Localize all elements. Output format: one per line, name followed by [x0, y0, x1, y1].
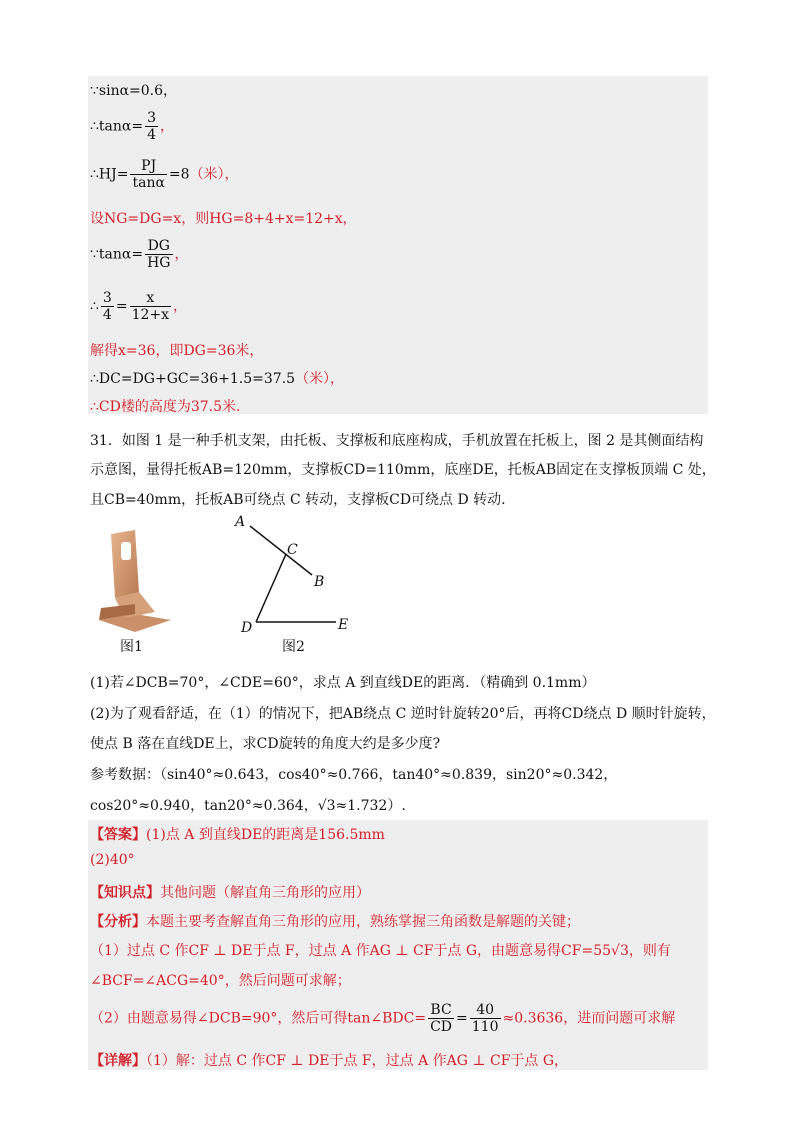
analysis-1: （1）过点 C 作CF ⊥ DE于点 F，过点 A 作AG ⊥ CF于点 G，由题意易得CF=55√3，则有	[90, 943, 671, 959]
analysis: 【分析】本题主要考查解直角三角形的应用，熟练掌握三角函数是解题的关键；	[90, 914, 580, 930]
sol-line-1: ∵sinα=0.6，	[90, 83, 178, 99]
sol-line-9: ∴CD楼的高度为37.5米.	[90, 399, 241, 415]
question-p2: 示意图，量得托板AB=120mm，支撑板CD=110mm，底座DE，托板AB固定在支撑板顶端 C 处，	[90, 462, 716, 478]
point-B: B	[314, 574, 325, 590]
reference-data-2: cos20°≈0.940，tan20°≈0.364，√3≈1.732）.	[90, 798, 406, 814]
answer-2: (2)40°	[90, 852, 135, 868]
analysis-1b: ∠BCF=∠ACG=40°，然后问题可求解；	[90, 973, 351, 989]
sol-line-3: ∴HJ= $\frac{PJ}{\tan\alpha}$ =8（米），	[90, 158, 239, 191]
fig1-caption: 图1	[120, 639, 143, 655]
reference-data-1: 参考数据：（sin40°≈0.643，cos40°≈0.766，tan40°≈0.839，sin20°≈0.342，	[90, 767, 618, 783]
phone-stand-photo	[95, 528, 175, 633]
point-A: A	[235, 514, 246, 530]
point-D: D	[241, 620, 253, 636]
analysis-2: （2）由题意易得∠DCB=90°，然后可得tan∠BDC= $\frac{BC}{CD}$ = $\frac{40}{110}$ ≈0.3636，进而问题可求解	[90, 1002, 676, 1035]
question-p1: 31．如图 1 是一种手机支架，由托板、支撑板和底座构成，手机放置在托板上，图 2 是其侧面结构	[90, 433, 704, 449]
point-C: C	[287, 542, 298, 558]
point-E: E	[338, 617, 349, 633]
question-q2a: (2)为了观看舒适，在（1）的情况下，把AB绕点 C 逆时针旋转20°后，再将CD绕点 D 顺时针旋转，	[90, 706, 716, 722]
detail: 【详解】（1）解：过点 C 作CF ⊥ DE于点 F，过点 A 作AG ⊥ CF于点 G，	[90, 1053, 569, 1069]
knowledge-point: 【知识点】其他问题（解直角三角形的应用）	[90, 885, 370, 901]
side-structure-diagram	[228, 512, 358, 634]
frac-dg-hg: $\frac{DG}{HG}$	[147, 238, 171, 271]
question-p3: 且CB=40mm，托板AB可绕点 C 转动，支撑板CD可绕点 D 转动.	[90, 492, 506, 508]
sol-line-6: ∴ $\frac{3}{4}$ = $\frac{x}{12+x}$ ，	[90, 290, 188, 323]
sol-line-8: ∴DC=DG+GC=36+1.5=37.5（米），	[90, 371, 345, 387]
question-q2b: 使点 B 落在直线DE上，求CD旋转的角度大约是多少度?	[90, 736, 441, 752]
question-q1: (1)若∠DCB=70°，∠CDE=60°，求点 A 到直线DE的距离．（精确到 0.1mm）	[90, 675, 596, 691]
sol-line-5: ∵tanα= $\frac{DG}{HG}$ ，	[90, 238, 189, 271]
sol-line-4: 设NG=DG=x，则HG=8+4+x=12+x，	[90, 211, 357, 227]
sol-line-7: 解得x=36，即DG=36米，	[90, 343, 264, 359]
answer-1: 【答案】(1)点 A 到直线DE的距离是156.5mm	[90, 827, 385, 843]
frac-pj-tan: $\frac{PJ}{\tan\alpha}$	[132, 158, 165, 191]
sol-line-2: ∴tanα= $\frac{3}{4}$ ，	[90, 110, 175, 143]
fig2-caption: 图2	[282, 639, 305, 655]
frac-3-4: $\frac{3}{4}$	[147, 110, 157, 143]
